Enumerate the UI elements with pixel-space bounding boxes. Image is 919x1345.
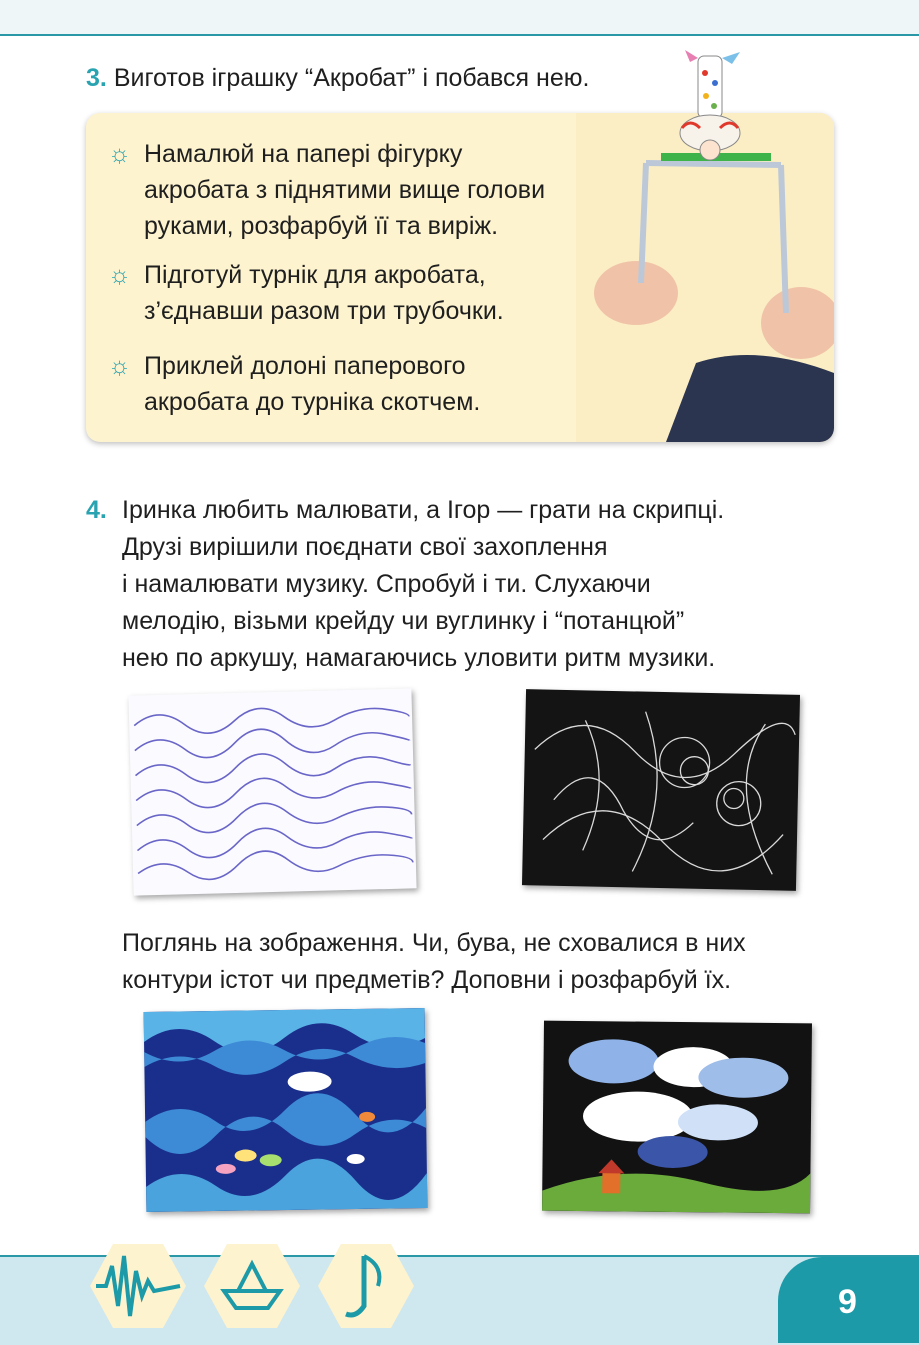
sound-wave-icon	[88, 1236, 188, 1336]
task4-line: нею по аркушу, намагаючись уловити ритм музики.	[122, 644, 716, 672]
task4-line: Іринка любить малювати, а Ігор — грати на скрипці.	[122, 496, 725, 524]
bullet-line: Приклей долоні паперового	[144, 352, 466, 380]
sun-icon: ☼	[108, 352, 131, 380]
look-line: Поглянь на зображення. Чи, бува, не сховалися в них	[122, 929, 746, 957]
task4-line: і намалювати музику. Спробуй і ти. Слухаючи	[122, 570, 651, 598]
top-band	[0, 0, 919, 36]
acrobat-figure	[660, 48, 760, 166]
look-instructions	[122, 925, 746, 999]
bullet-line: з’єднавши разом три трубочки.	[144, 297, 504, 325]
bullet-line: акробата до турніка скотчем.	[144, 388, 481, 416]
sun-icon: ☼	[108, 140, 131, 168]
task3-heading	[86, 60, 589, 96]
blue-scribble-picture	[128, 688, 416, 895]
task3-number: 3.	[86, 64, 107, 92]
bullet-line: Намалюй на папері фігурку	[144, 140, 463, 168]
sea-waves-drawing	[144, 1008, 428, 1212]
bullet-line: акробата з піднятими вище голови	[144, 176, 546, 204]
blue-waves-drawing	[128, 688, 416, 895]
paper-boat-icon	[202, 1236, 302, 1336]
bullet-line: Підготуй турнік для акробата,	[144, 261, 486, 289]
night-sky-picture	[542, 1021, 812, 1214]
task4-number: 4.	[86, 496, 107, 524]
look-line: контури істот чи предметів? Доповни і розфарбуй їх.	[122, 966, 732, 994]
clouds-drawing	[542, 1021, 812, 1214]
task4-line: мелодію, візьми крейду чи вуглинку і “потанцюй”	[122, 607, 685, 635]
white-curls-drawing	[522, 689, 800, 891]
task4-line: Друзі вирішили поєднати свої захоплення	[122, 533, 608, 561]
task3-title: Виготов іграшку “Акробат” і побався нею.	[113, 64, 590, 92]
page-number: 9	[838, 1283, 857, 1321]
music-note-icon	[316, 1236, 416, 1336]
sea-picture	[144, 1008, 428, 1212]
chalk-scribble-picture	[522, 689, 800, 891]
bullet-line: руками, розфарбуй її та виріж.	[144, 212, 499, 240]
sun-icon: ☼	[108, 261, 131, 289]
